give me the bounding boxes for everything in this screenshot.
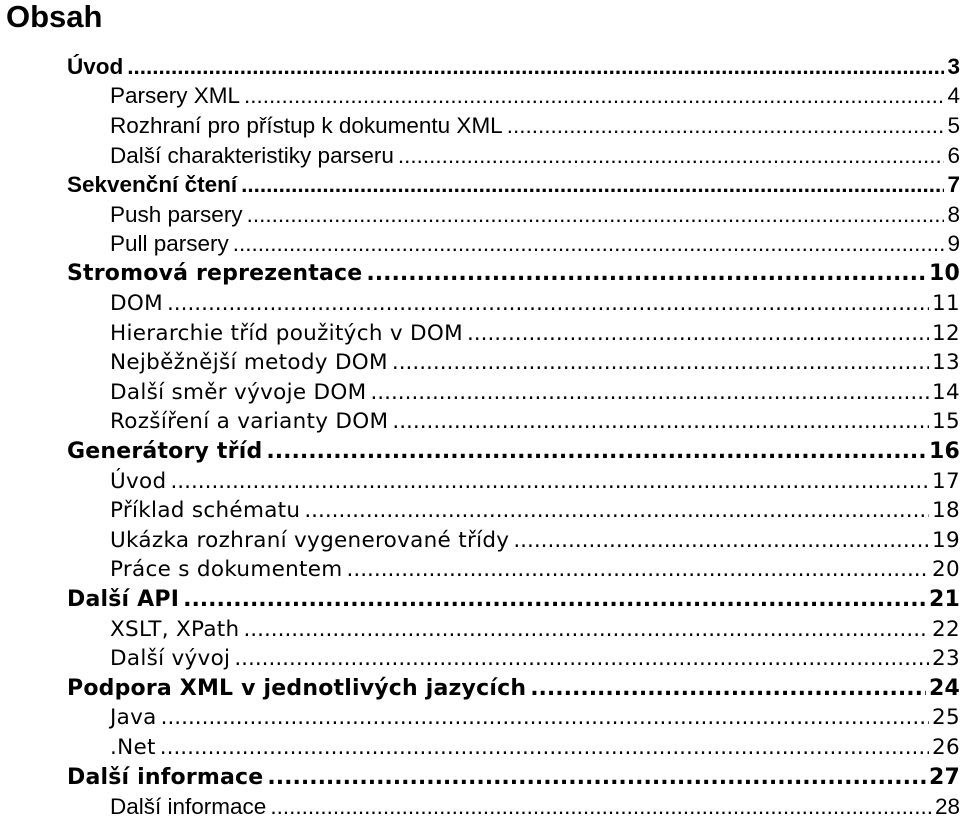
- toc-entry-label: Rozšíření a varianty DOM: [110, 409, 389, 435]
- dot-leader: [161, 705, 929, 730]
- toc-entry[interactable]: [0, 82, 960, 112]
- toc-entry-label: Další charakteristiky parseru: [110, 142, 394, 168]
- toc-entry-label: Parsery XML: [110, 83, 241, 109]
- toc-entry-page: 18: [932, 498, 960, 524]
- toc-entry-label: Úvod: [67, 53, 124, 79]
- toc-entry-label: Ukázka rozhraní vygenerované třídy: [110, 527, 510, 553]
- toc-entry-label: Podpora XML v jednotlivých jazycích: [67, 675, 527, 701]
- dot-leader: [507, 113, 945, 139]
- dot-leader: [244, 83, 944, 109]
- toc-entry-page: 22: [932, 616, 960, 642]
- toc-entry-label: Nejběžnější metody DOM: [110, 350, 388, 376]
- toc-entry-page: 4: [947, 83, 960, 109]
- toc-entry-label: Hierarchie tříd použitých v DOM: [110, 320, 463, 346]
- toc-entry-page: 8: [947, 201, 960, 227]
- toc-entry-page: 11: [932, 291, 960, 317]
- dot-leader: [127, 54, 944, 80]
- toc-entry-label: Push parsery: [110, 201, 243, 227]
- toc-entry[interactable]: [0, 111, 960, 141]
- dot-leader: [530, 676, 926, 701]
- toc-entry[interactable]: [0, 792, 960, 821]
- toc-entry-label: Další informace: [67, 764, 264, 790]
- toc-entry[interactable]: [0, 289, 960, 319]
- toc-entry-page: 15: [932, 409, 960, 435]
- toc-entry-page: 3: [947, 53, 960, 79]
- toc-entry-label: Rozhraní pro přístup k dokumentu XML: [110, 112, 503, 138]
- toc-entry-page: 19: [932, 527, 960, 553]
- dot-leader: [366, 261, 926, 286]
- toc-entry[interactable]: [0, 526, 960, 556]
- dot-leader: [243, 617, 929, 642]
- toc-entry[interactable]: [0, 348, 960, 378]
- toc-entry-page: 9: [947, 231, 960, 257]
- toc-entry[interactable]: [0, 555, 960, 585]
- toc-entry-label: XSLT, XPath: [110, 616, 240, 642]
- toc-entry-page: 10: [928, 261, 960, 287]
- toc-entry[interactable]: [0, 200, 960, 230]
- toc-entry-page: 7: [947, 172, 960, 198]
- toc-entry-label: Pull parsery: [110, 231, 229, 257]
- toc-entry[interactable]: [0, 230, 960, 260]
- dot-leader: [398, 143, 945, 169]
- toc-entry-label: Další API: [67, 586, 180, 612]
- dot-leader: [266, 439, 926, 464]
- toc-entry[interactable]: [0, 52, 960, 82]
- toc-entry-label: Úvod: [110, 468, 167, 494]
- toc-entry[interactable]: [0, 644, 960, 674]
- toc-entry-page: 23: [932, 646, 960, 672]
- dot-leader: [467, 321, 929, 346]
- toc-entry-page: 5: [947, 112, 960, 138]
- dot-leader: [392, 409, 929, 434]
- toc-entry-page: 12: [932, 320, 960, 346]
- toc-entry-page: 16: [928, 439, 960, 465]
- toc-entry-label: Stromová reprezentace: [67, 261, 363, 287]
- toc-entry-page: 20: [932, 557, 960, 583]
- toc-entry[interactable]: [0, 437, 960, 467]
- toc-entry[interactable]: [0, 318, 960, 348]
- toc-entry-label: Další informace: [110, 793, 267, 819]
- toc-entry[interactable]: [0, 496, 960, 526]
- dot-leader: [347, 557, 929, 582]
- dot-leader: [183, 587, 926, 612]
- toc-list: [0, 52, 960, 821]
- dot-leader: [160, 735, 929, 760]
- toc-entry-label: Java: [110, 705, 157, 731]
- toc-entry-label: Sekvenční čtení: [67, 172, 238, 198]
- toc-entry-label: .Net: [110, 734, 156, 760]
- toc-entry[interactable]: [0, 141, 960, 171]
- toc-entry-page: 17: [932, 468, 960, 494]
- dot-leader: [304, 498, 929, 523]
- toc-entry-label: Generátory tříd: [67, 439, 263, 465]
- toc-entry[interactable]: [0, 170, 960, 200]
- toc-entry[interactable]: [0, 259, 960, 289]
- toc-entry[interactable]: [0, 673, 960, 703]
- toc-entry[interactable]: [0, 378, 960, 408]
- dot-leader: [241, 172, 944, 198]
- toc-entry-page: 25: [932, 705, 960, 731]
- dot-leader: [167, 291, 929, 316]
- toc-entry[interactable]: [0, 585, 960, 615]
- toc-entry[interactable]: [0, 733, 960, 763]
- toc-entry-page: 13: [932, 350, 960, 376]
- toc-entry-page: 26: [932, 734, 960, 760]
- dot-leader: [267, 765, 926, 790]
- toc-entry-label: Práce s dokumentem: [110, 557, 343, 583]
- dot-leader: [392, 350, 929, 375]
- toc-entry-page: 28: [934, 793, 960, 819]
- toc-entry-label: DOM: [110, 291, 163, 317]
- toc-entry[interactable]: [0, 466, 960, 496]
- toc-entry[interactable]: [0, 703, 960, 733]
- dot-leader: [247, 202, 945, 228]
- toc-entry[interactable]: [0, 614, 960, 644]
- dot-leader: [370, 380, 929, 405]
- toc-entry-label: Další směr vývoje DOM: [110, 379, 367, 405]
- dot-leader: [270, 794, 932, 820]
- toc-entry-page: 27: [928, 764, 960, 790]
- dot-leader: [170, 469, 929, 494]
- page-title: Obsah: [6, 0, 103, 34]
- toc-entry-page: 14: [932, 379, 960, 405]
- toc-entry-label: Další vývoj: [110, 646, 231, 672]
- toc-entry-page: 21: [928, 586, 960, 612]
- dot-leader: [234, 646, 929, 671]
- toc-entry[interactable]: [0, 762, 960, 792]
- toc-entry-label: Příklad schématu: [110, 498, 301, 524]
- dot-leader: [513, 528, 929, 553]
- dot-leader: [233, 231, 945, 257]
- toc-entry[interactable]: [0, 407, 960, 437]
- toc-entry-page: 24: [928, 675, 960, 701]
- toc-entry-page: 6: [947, 142, 960, 168]
